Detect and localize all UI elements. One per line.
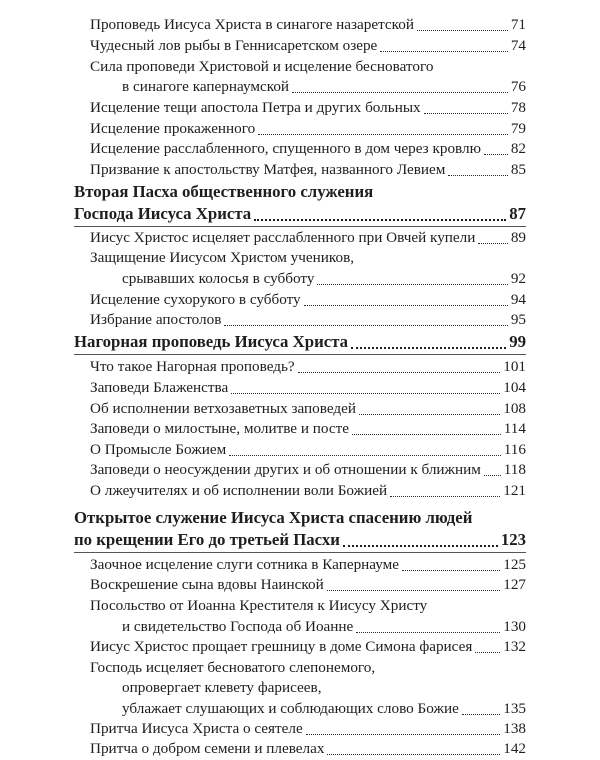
entry-title: Иисус Христос прощает грешницу в доме Симона фарисея bbox=[90, 638, 473, 655]
toc-entry[interactable] bbox=[90, 400, 526, 420]
entry-title-line2: опровергает клевету фарисеев, bbox=[122, 679, 322, 696]
entry-title: Призвание к апостольству Матфея, названного Левием bbox=[90, 161, 446, 178]
toc-entry[interactable] bbox=[90, 461, 526, 481]
toc-entry[interactable] bbox=[90, 99, 526, 119]
dot-leader bbox=[424, 112, 508, 114]
section-heading[interactable] bbox=[74, 332, 526, 354]
toc-entry[interactable] bbox=[90, 161, 526, 181]
toc-entry[interactable] bbox=[122, 618, 526, 638]
entry-title: Чудесный лов рыбы в Геннисаретском озере bbox=[90, 37, 378, 54]
toc-entry[interactable] bbox=[122, 78, 526, 98]
entry-title: Притча о добром семени и плевелах bbox=[90, 740, 325, 757]
dot-leader bbox=[292, 91, 508, 93]
dot-leader bbox=[343, 544, 498, 547]
entry-title-line1: Сила проповеди Христовой и исцеление бесноватого bbox=[90, 58, 434, 75]
entry-page-number: 79 bbox=[510, 120, 526, 137]
entry-page-number: 138 bbox=[503, 720, 526, 737]
dot-leader bbox=[402, 569, 500, 571]
toc-entry[interactable] bbox=[122, 700, 526, 720]
entry-title: Воскрешение сына вдовы Наинской bbox=[90, 576, 324, 593]
toc-entry[interactable] bbox=[90, 37, 526, 57]
dot-leader bbox=[254, 218, 506, 221]
entry-page-number: 94 bbox=[510, 291, 526, 308]
entry-page-number: 101 bbox=[503, 358, 526, 375]
dot-leader bbox=[462, 713, 500, 715]
dot-leader bbox=[352, 433, 501, 435]
entry-title: срывавших колосья в субботу bbox=[122, 270, 315, 287]
entry-page-number: 116 bbox=[503, 441, 526, 458]
toc-entry[interactable] bbox=[90, 576, 526, 596]
dot-leader bbox=[229, 454, 501, 456]
section-title: Господа Иисуса Христа bbox=[74, 204, 252, 223]
entry-page-number: 121 bbox=[503, 482, 526, 499]
toc-entry[interactable] bbox=[90, 358, 526, 378]
entry-title: Заповеди о милостыне, молитве и посте bbox=[90, 420, 349, 437]
entry-page-number: 104 bbox=[503, 379, 526, 396]
dot-leader bbox=[484, 153, 508, 155]
dot-leader bbox=[327, 589, 501, 591]
entry-title: ублажает слушающих и соблюдающих слово Божие bbox=[122, 700, 459, 717]
toc-entry[interactable] bbox=[90, 556, 526, 576]
entry-page-number: 74 bbox=[510, 37, 526, 54]
entry-title: Заочное исцеление слуги сотника в Капернауме bbox=[90, 556, 400, 573]
dot-leader bbox=[417, 29, 508, 31]
section-heading-line1[interactable]: Открытое служение Иисуса Христа спасению людей bbox=[74, 508, 473, 527]
toc-entry[interactable] bbox=[90, 420, 526, 440]
dot-leader bbox=[298, 371, 501, 373]
entry-title: О лжеучителях и об исполнении воли Божией bbox=[90, 482, 388, 499]
entry-title: Об исполнении ветхозаветных заповедей bbox=[90, 400, 356, 417]
entry-page-number: 82 bbox=[510, 140, 526, 157]
dot-leader bbox=[258, 133, 508, 135]
entry-page-number: 118 bbox=[503, 461, 526, 478]
entry-title: Заповеди о неосуждении других и об отношении к ближним bbox=[90, 461, 481, 478]
entry-page-number: 71 bbox=[510, 16, 526, 33]
toc-entry[interactable] bbox=[90, 441, 526, 461]
entry-title: Избрание апостолов bbox=[90, 311, 222, 328]
toc-entry[interactable] bbox=[90, 379, 526, 399]
entry-title: Проповедь Иисуса Христа в синагоге назаретской bbox=[90, 16, 414, 33]
toc-entry[interactable] bbox=[90, 120, 526, 140]
entry-page-number: 135 bbox=[503, 700, 526, 717]
toc-entry[interactable] bbox=[90, 740, 526, 760]
toc-entry[interactable] bbox=[90, 291, 526, 311]
toc-entry[interactable] bbox=[90, 16, 526, 36]
entry-page-number: 125 bbox=[503, 556, 526, 573]
entry-page-number: 76 bbox=[510, 78, 526, 95]
dot-leader bbox=[390, 495, 500, 497]
entry-title-line1: Господь исцеляет бесноватого слепонемого, bbox=[90, 659, 376, 676]
section-divider bbox=[74, 354, 526, 355]
dot-leader bbox=[478, 242, 507, 244]
section-heading-line1[interactable]: Вторая Пасха общественного служения bbox=[74, 182, 374, 201]
toc-entry[interactable] bbox=[122, 270, 526, 290]
entry-title-line1: Посольство от Иоанна Крестителя к Иисусу Христу bbox=[90, 597, 428, 614]
section-title: Нагорная проповедь Иисуса Христа bbox=[74, 332, 349, 351]
dot-leader bbox=[306, 733, 500, 735]
entry-title: Иисус Христос исцеляет расслабленного при Овчей купели bbox=[90, 229, 476, 246]
dot-leader bbox=[317, 283, 507, 285]
toc-entry[interactable] bbox=[90, 638, 526, 658]
section-heading[interactable] bbox=[74, 530, 526, 552]
entry-title: Исцеление сухорукого в субботу bbox=[90, 291, 301, 308]
section-heading[interactable] bbox=[74, 204, 526, 226]
dot-leader bbox=[327, 753, 500, 755]
section-divider bbox=[74, 226, 526, 227]
dot-leader bbox=[224, 324, 507, 326]
dot-leader bbox=[356, 631, 500, 633]
entry-page-number: 142 bbox=[503, 740, 526, 757]
entry-page-number: 89 bbox=[510, 229, 526, 246]
dot-leader bbox=[359, 413, 500, 415]
toc-entry[interactable] bbox=[90, 720, 526, 740]
entry-page-number: 92 bbox=[510, 270, 526, 287]
toc-entry[interactable] bbox=[90, 482, 526, 502]
entry-title: Исцеление тещи апостола Петра и других больных bbox=[90, 99, 421, 116]
dot-leader bbox=[475, 651, 500, 653]
entry-title: и свидетельство Господа об Иоанне bbox=[122, 618, 354, 635]
section-page-number: 123 bbox=[500, 530, 526, 549]
entry-page-number: 95 bbox=[510, 311, 526, 328]
toc-entry[interactable] bbox=[90, 229, 526, 249]
entry-title: в синагоге капернаумской bbox=[122, 78, 290, 95]
entry-title: Притча Иисуса Христа о сеятеле bbox=[90, 720, 303, 737]
entry-page-number: 85 bbox=[510, 161, 526, 178]
section-page-number: 99 bbox=[509, 332, 526, 351]
entry-title: Что такое Нагорная проповедь? bbox=[90, 358, 295, 375]
dot-leader bbox=[351, 346, 506, 349]
entry-page-number: 114 bbox=[503, 420, 526, 437]
section-page-number: 87 bbox=[509, 204, 526, 223]
dot-leader bbox=[484, 474, 501, 476]
entry-title: Исцеление прокаженного bbox=[90, 120, 256, 137]
dot-leader bbox=[380, 50, 508, 52]
dot-leader bbox=[231, 392, 500, 394]
entry-page-number: 130 bbox=[503, 618, 526, 635]
entry-page-number: 132 bbox=[503, 638, 526, 655]
dot-leader bbox=[448, 174, 507, 176]
entry-page-number: 78 bbox=[510, 99, 526, 116]
toc-entry[interactable] bbox=[90, 311, 526, 331]
entry-page-number: 108 bbox=[503, 400, 526, 417]
entry-title: Заповеди Блаженства bbox=[90, 379, 229, 396]
dot-leader bbox=[304, 304, 508, 306]
entry-title: Исцеление расслабленного, спущенного в дом через кровлю bbox=[90, 140, 481, 157]
entry-title: О Промысле Божием bbox=[90, 441, 227, 458]
section-divider bbox=[74, 552, 526, 553]
entry-title-line1: Защищение Иисусом Христом учеников, bbox=[90, 249, 355, 266]
entry-page-number: 127 bbox=[503, 576, 526, 593]
section-title: по крещении Его до третьей Пасхи bbox=[74, 530, 340, 549]
toc-entry[interactable] bbox=[90, 140, 526, 160]
